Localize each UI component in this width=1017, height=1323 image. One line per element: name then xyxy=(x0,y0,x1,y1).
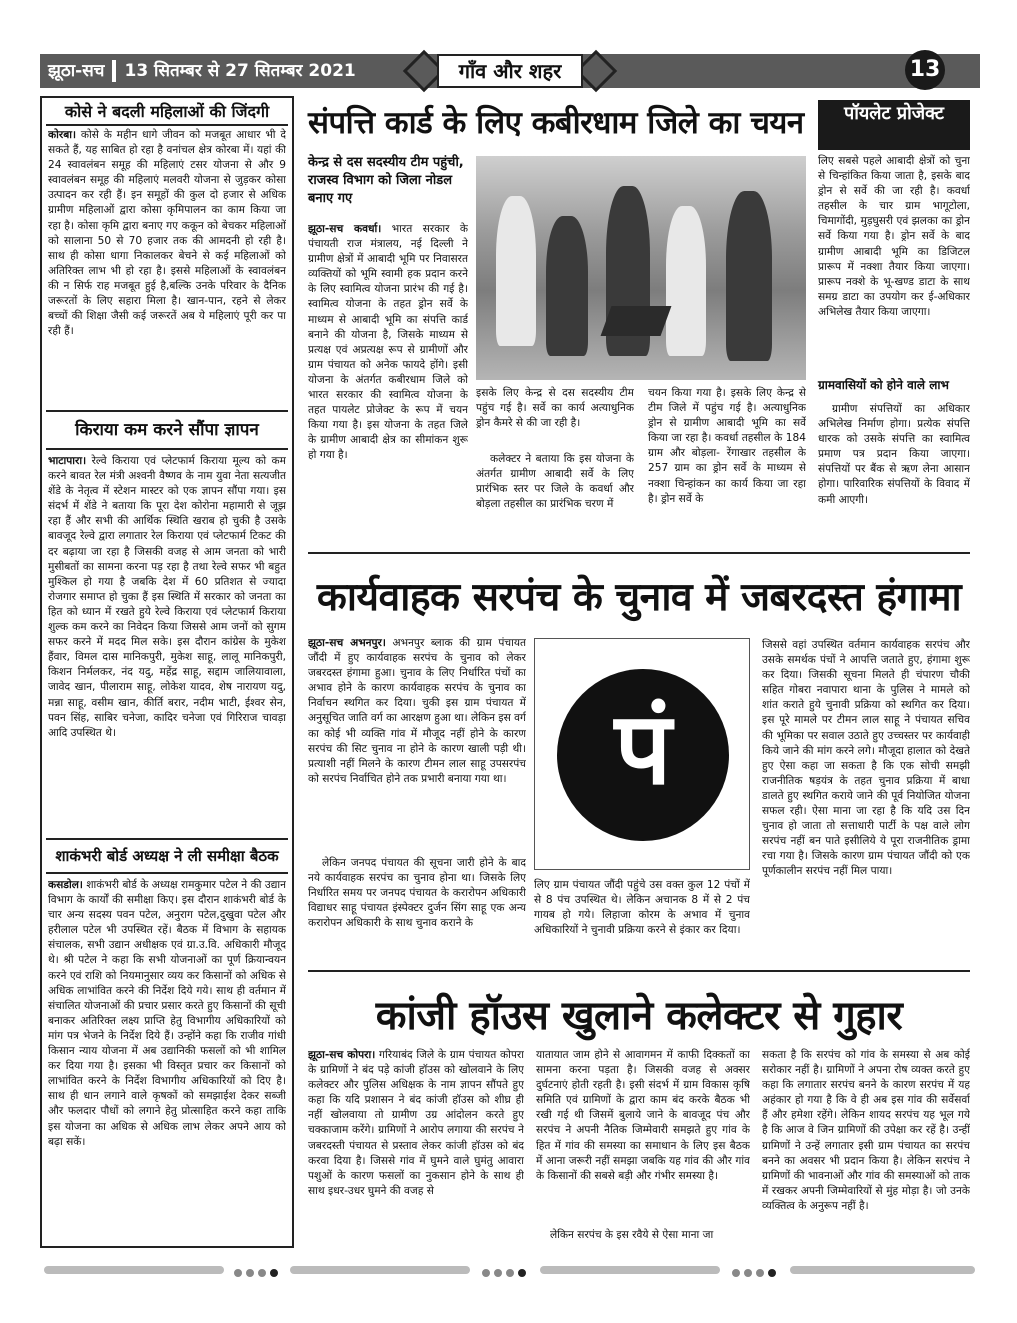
issue-date-range: 13 सितम्बर से 27 सितम्बर 2021 xyxy=(124,61,356,81)
story3-col2: यातायात जाम होने से आवागमन में काफी दिक्कतों का सामना करना पड़ता है। जिसकी वजह से अक्सर दुर्घटनाएं होती रहती है। इसी संदर्भ में ग्राम विकास कृषि समिति एवं ग्रामिणों के द्वारा काम बंद करके बैठक भी रखी गई थी जिसमें बुलाये जाने के बावजूद पंच और सरपंच ने अपनी नैतिक जिम्मेवारी समझते हुए गांव के हित में गांव की समस्या का समाधान के लिए इस बैठक में आना जरूरी नहीं समझा जबकि यह गांव की और गांव के किसानों की सबसे बड़ी और गंभीर समस्या है। xyxy=(536,1049,750,1182)
section-badge xyxy=(405,42,615,98)
story1-col1: झूठा-सच कवर्धा। भारत सरकार के पंचायती राज मंत्रालय, नई दिल्ली ने ग्रामीण क्षेत्रों में आबादी भूमि पर निवासरत व्यक्तियों को भूमि स्वामी हक प्रदान करने के लिए स्वामित्व योजना प्रारंभ की गई है। स्वामित्व योजना के तहत ड्रोन सर्वे के माध्यम से आबादी भूमि का संपत्ति कार्ड बनाने की योजना है, जिसके माध्यम से प्रत्यक्ष एवं अप्रत्यक्ष रूप से ग्रामीणों और ग्राम पंचायत को अनेक फायदे होंगे। इसी योजना के अंतर्गत कबीरधाम जिले को भारत सरकार की स्वामित्व योजना के तहत पायलेट प्रोजेक्ट के रूप में चयन किया गया है। इस योजना के तहत जिले के ग्रामीण आबादी क्षेत्र का सीमांकन शुरू हो गया है। xyxy=(308,223,468,462)
story1-headline: संपत्ति कार्ड के लिए कबीरधाम जिले का चयन xyxy=(308,105,804,141)
story1-col3: चयन किया गया है। इसके लिए केन्द्र से टीम जिले में पहुंच गई है। अत्याधुनिक ड्रोन से ग्रामीण आबादी भूमि का सर्वे किया जा रहा है। कवर्धा तहसील के 184 ग्राम और बोड़ला- रेंगाखार तहसील के 257 ग्राम का ड्रोन सर्वे के माध्यम से नक्शा चिन्हांकन का कार्य किया जा रहा है। ड्रोन सर्वे के xyxy=(648,387,806,505)
villagers-benefit-subhead: ग्रामवासियों को होने वाले लाभ xyxy=(818,378,949,392)
divider xyxy=(46,410,288,412)
story1-col4: लिए सबसे पहले आबादी क्षेत्रों को चुना से चिन्हांकित किया जाता है, इसके बाद ड्रोन से सर्वे की जा रही है। कवर्धा तहसील के चार ग्राम भागूटोला, चिमागोंदी, मुड़घुसरी एवं झलका का ड्रोन सर्वे किया गया है। ड्रोन सर्वे के बाद ग्रामीण आबादी भूमि का डिजिटल प्रारूप में नक्शा तैयार किया जाएगा। प्रारूप नक्शे के भू-खण्ड डाटा के साथ समग्र डाटा का उपयोग कर ई-अधिकार अभिलेख तैयार किया जाएगा। xyxy=(818,155,970,318)
publication-name: झूठा-सच xyxy=(48,61,105,81)
person-figure xyxy=(496,196,536,346)
shakambhari-headline: शाकंभरी बोर्ड अध्यक्ष ने ली समीक्षा बैठक xyxy=(55,847,279,865)
masthead xyxy=(48,58,356,82)
pilot-project-box: पॉयलेट प्रोजेक्ट xyxy=(818,100,970,150)
divider xyxy=(308,552,970,554)
kosa-headline: कोसे ने बदली महिलाओं की जिंदगी xyxy=(64,102,270,121)
story2-col2: लिए ग्राम पंचायत जौंदी पहुंचे उस वक्त कुल 12 पंचों में से 8 पंच उपस्थित थे। लेकिन अचानक 8 में से 2 पंच गायब हो गये। लिहाजा कोरम के अभाव में चुनाव अधिकारियों ने चुनावी प्रक्रिया करने से इंकार कर दिया। xyxy=(534,879,750,937)
kiraya-article-body: भाटापारा। रेल्वे किराया एवं प्लेटफार्म किराया मूल्य को कम करने बावत रेल मंत्री अश्वनी वैष्णव के नाम युवा नेता सत्यजीत शेंडे के नेतृत्व में स्टेशन मास्टर को एक ज्ञापन सौंपा गया। इस संदर्भ में शेंडे ने बताया कि पूरा देश कोरोना महामारी से जूझ रहा हैं और सभी की आर्थिक स्थिति खराब हो चुकी है उसके बावजूद रेल्वे द्वारा लगातार रेल किराया एवं प्लेटफार्म टिकट की दर बढ़ाया जा रहा है जिसकी वजह से आम जनता को भारी मुसीबतों का सामना करना पड़ रहा है तथा रेल्वे सफर भी बहुत मुश्किल हो गया है जबकि देश में 60 प्रतिशत से ज्यादा रोजगार समाप्त हो चुका हैं इस स्थिति में सरकार को जनता का हित को ध्यान में रखते हुये रेल्वे किराया एवं प्लेटफार्म किराया शुल्क कम करने का निवेदन किया जिससे आम जनों को सुगम सफर करने में मदद मिल सके। इस दौरान कांग्रेस के मुकेश हैंवार, विमल दास मानिकपुरी, मुकेश साहू, लालू मानिकपुरी, किशन निर्मलकर, नंद यदु, महेंद्र साहू, सद्दाम जालियावाला, जावेद खान, पीलाराम साहू, लोकेश यादव, शेष नारायण यदु, मन्ना साहू, वसीम खान, कीर्ति बरार, नदीम भाटी, ईश्वर सेन, पवन सिंह, साबिर चनेजा, कादिर चनेजा एवं गिरिराज चावड़ा आदि उपस्थित थे। xyxy=(48,455,286,739)
panchayat-logo-icon: पं xyxy=(557,669,729,841)
drone-device xyxy=(601,306,672,336)
story3-headline: कांजी हॉउस खुलाने कलेक्टर से गुहार xyxy=(375,993,903,1039)
story1-col2b: कलेक्टर ने बताया कि इस योजना के अंतर्गत ग्रामीण आबादी सर्वे के लिए प्रारंभिक स्तर पर जिले के कवर्धा और बोड़ला तहसील का प्रारंभिक चरण में xyxy=(476,453,634,511)
section-title: गाँव और शहर xyxy=(437,54,583,88)
kosa-article-body: कोरबा। कोसे के महीन धागे जीवन को मजबूत आधार भी दे सकते हैं, यह साबित हो रहा है वनांचल क्षेत्र कोरबा में। यहां की 24 स्वावलंबन समूह की महिलाएं टसर योजना से और 9 स्वावलंबन समूह की महिलाएं मलवरी योजना से जुड़कर कोसा उत्पादन कर रही हैं। इन समूहों की कुल दो हजार से अधिक ग्रामीण महिलाओं द्वारा कोसा कृमिपालन का काम किया जा रहा है। कोसा कृमि द्वारा बनाए गए ककून को बेचकर महिलाओं को सालाना 50 से 70 हजार तक की आमदनी हो रही है। साथ ही कोसा धागा निकालकर बेचने से कई महिलाओं को अतिरिक्त लाभ भी हो रहा है। इससे महिलाओं के स्वावलंबन की न सिर्फ राह मजबूत हुई है,बल्कि उनके परिवार के दैनिक जरूरतों के लिए सहारा मिला है। खान-पान, रहने से लेकर बच्चों की शिक्षा जैसी कई जरूरतें अब ये महिलाएं पूरी कर पा रही हैं। xyxy=(48,129,286,338)
drone-survey-photo xyxy=(476,156,806,380)
footer-decoration xyxy=(40,1262,980,1278)
story3-col3: सकता है कि सरपंच को गांव के समस्या से अब कोई सरोकार नहीं है। ग्रामिणों ने अपना रोष व्यक्त करते हुए कहा कि लगातार सरपंच बनने के कारण सरपंच में यह अहंकार हो गया है कि वे ही अब इस गांव की सर्वेसर्वा हैं और हमेशा रहेंगे। लेकिन शायद सरपंच यह भूल गये है कि आज वे जिन ग्रामिणों की उपेक्षा कर रहें है। उन्हीं ग्रामिणों ने उन्हें लगातार इसी ग्राम पंचायत का सरपंच बनने का अवसर भी प्रदान किया है। लेकिन सरपंच ने ग्रामिणों की भावनाओं और गांव की समस्याओं को ताक में रखकर अपनी जिम्मेवारियों से मुंह मोड़ा है। जो उनके व्यक्तित्व के अनुरूप नहीं है। xyxy=(762,1049,970,1212)
story2-col1b: लेकिन जनपद पंचायत की सूचना जारी होने के बाद नये कार्यवाहक सरपंच का चुनाव होना था। जिसके लिए निर्धारित समय पर जनपद पंचायत के करारोपन अधिकारी विद्याधर साहू पंचायत इंस्पेक्टर दुर्जन सिंग साहू एक अन्य करारोपन अधिकारी के साथ चुनाव कराने के xyxy=(308,857,526,930)
story1-subhead: केन्द्र से दस सदस्यीय टीम पहुंची, राजस्व विभाग को जिला नोडल बनाए गए xyxy=(308,155,464,206)
divider xyxy=(46,872,288,874)
divider xyxy=(46,124,288,126)
person-figure xyxy=(666,206,706,356)
story1-col2: इसके लिए केन्द्र से दस सदस्यीय टीम पहुंच गई है। सर्वे का कार्य अत्याधुनिक ड्रोन कैमरे से की जा रही है। xyxy=(476,387,634,430)
story2-headline: कार्यवाहक सरपंच के चुनाव में जबरदस्त हंगामा xyxy=(316,575,962,620)
divider xyxy=(46,838,288,840)
story1-col4b: ग्रामीण संपत्तियों का अधिकार अभिलेख निर्माण होगा। प्रत्येक संपत्ति धारक को उसके संपत्ति का स्वामित्व प्रमाण पत्र प्रदान किया जाएगा। संपत्तियों पर बैंक से ऋण लेना आसान होगा। पारिवारिक संपत्तियों के विवाद में कमी आएगी। xyxy=(818,403,970,506)
divider xyxy=(308,970,970,972)
panchayat-logo-frame xyxy=(534,638,750,870)
shakambhari-article-body: कसडोल। शाकंभरी बोर्ड के अध्यक्ष रामकुमार पटेल ने की उद्यान विभाग के कार्यों की समीक्षा किए। इस दौरान शाकंभरी बोर्ड के चार अन्य सदस्य पवन पटेल, अनुराग पटेल,दुखुवा पटेल और हरीलाल पटेल भी उपस्थित रहें। बैठक में विभाग के सहायक संचालक, सभी उद्यान अधीक्षक एवं ग्रा.उ.वि. अधिकारी मौजूद थे। श्री पटेल ने कहा कि सभी योजनाओं का पूर्ण क्रियान्वयन करने एवं राशि को नियमानुसार व्यय कर किसानों को अधिक से अधिक लाभांवित करने की निर्देश दिये गये। साथ ही वर्तमान में संचालित योजनाओं की प्रचार प्रसार करते हुए किसानों की सूची बनाकर अतिरिक्त लक्ष्य प्राप्ति हेतु विभागीय अधिकारियों को मांग पत्र भेजने के निर्देश दिये हैं। उन्होंने कहा कि राजीव गांधी किसान न्याय योजना में अब उद्यानिकी फसलों को भी शामिल कर दिया गया है। इसका भी विस्तृत प्रचार कर किसानों को लाभांवित करने के निर्देश विभागीय अधिकारियों को दिए है। साथ ही धान लगाने वाले कृषकों को समझाईश देकर सब्जी और फलदार पौधों को लगाने हेतु प्रोत्साहित करने कहा ताकि इस योजना का अधिक से अधिक लाभ लेकर अपने आय को बढ़ा सकें। xyxy=(48,879,286,1148)
page-number: 13 xyxy=(905,50,945,90)
story3-col2b: लेकिन सरपंच के इस रवैये से ऐसा माना जा xyxy=(550,1229,714,1241)
story2-col3: जिससे वहां उपस्थित वर्तमान कार्यवाहक सरपंच और उसके समर्थक पंचों ने आपत्ति जताते हुए, हंगामा शुरू कर दिया। जिसकी सूचना मिलते ही चंपारण चौकी सहित गोबरा नवापारा थाना के पुलिस ने मामले को शांत कराते हुये चुनावी प्रक्रिया को स्थगित कर दिया। इस पूरे मामले पर टीमन लाल साहू ने पंचायत सचिव की भूमिका पर सवाल उठाते हुए उच्चस्तर पर कार्यवाही किये जाने की मांग करने लगे। मौजूदा हालात को देखते हुए ऐसा कहा जा सकता है कि एक सोची समझी राजनीतिक षड़यंत्र के तहत चुनाव प्रक्रिया में बाधा डालते हुए स्थगित कराये जाने की पूर्व नियोजित योजना सफल रही। ऐसा माना जा रहा है कि यदि उस दिन चुनाव हो जाता तो सत्ताधारी पार्टी के पक्ष वाले लोग सरपंच नहीं बन पाते इसीलिये ये पूरा राजनीतिक ड्रामा रचा गया है। जिसके कारण ग्राम पंचायत जौंदी को एक पूर्णकालीन सरपंच नहीं मिल पाया। xyxy=(762,639,970,878)
kiraya-headline: किराया कम करने सौंपा ज्ञापन xyxy=(75,420,259,440)
story2-col1: झूठा-सच अभनपुर। अभनपुर ब्लाक की ग्राम पंचायत जौंदी में हुए कार्यवाहक सरपंच के चुनाव को लेकर जबरदस्त हंगामा हुआ। चुनाव के लिए निर्धारित पंचों का अभाव होने के कारण कार्यवाहक सरपंच के चुनाव का निर्वाचन स्थगित कर दिया। चुकी इस ग्राम पंचायत में अनुसूचित जाति वर्ग का आरक्षण हुआ था। लेकिन इस वर्ग का कोई भी व्यक्ति गांव में मौजूद नहीं होने के कारण सरपंच की सिट चुनाव ना होने के कारण खाली पड़ी थी। प्रत्याशी नहीं मिलने के कारण टीमन लाल साहू उपसरपंच को सरपंच निर्वाचित होने तक प्रभारी बनाया गया था। xyxy=(308,637,526,785)
story3-col1: झूठा-सच कोपरा। गरियाबंद जिले के ग्राम पंचायत कोपरा के ग्रामिणों ने बंद पड़े कांजी हॉउस को खोलवाने के लिए कलेक्टर और पुलिस अधिक्षक के नाम ज्ञापन सौंपते हुए कहा कि यदि प्रशासन ने बंद कांजी हॉउस को शीघ्र ही नहीं खोलवाया तो ग्रामीण उग्र आंदोलन करते हुए चक्काजाम करेंगे। ग्रामिणों ने आरोप लगाया की सरपंच ने जबरदस्ती पंचायत से प्रस्ताव लेकर कांजी हॉउस को बंद करवा दिया है। जिससे गांव में घुमने वाले घुमंतु आवारा पशुओं के कारण फसलों का नुकसान होने के साथ ही साथ इधर-उधर घुमने की वजह से xyxy=(308,1049,524,1197)
person-figure xyxy=(726,191,772,361)
person-figure xyxy=(546,216,588,356)
divider xyxy=(46,448,288,450)
